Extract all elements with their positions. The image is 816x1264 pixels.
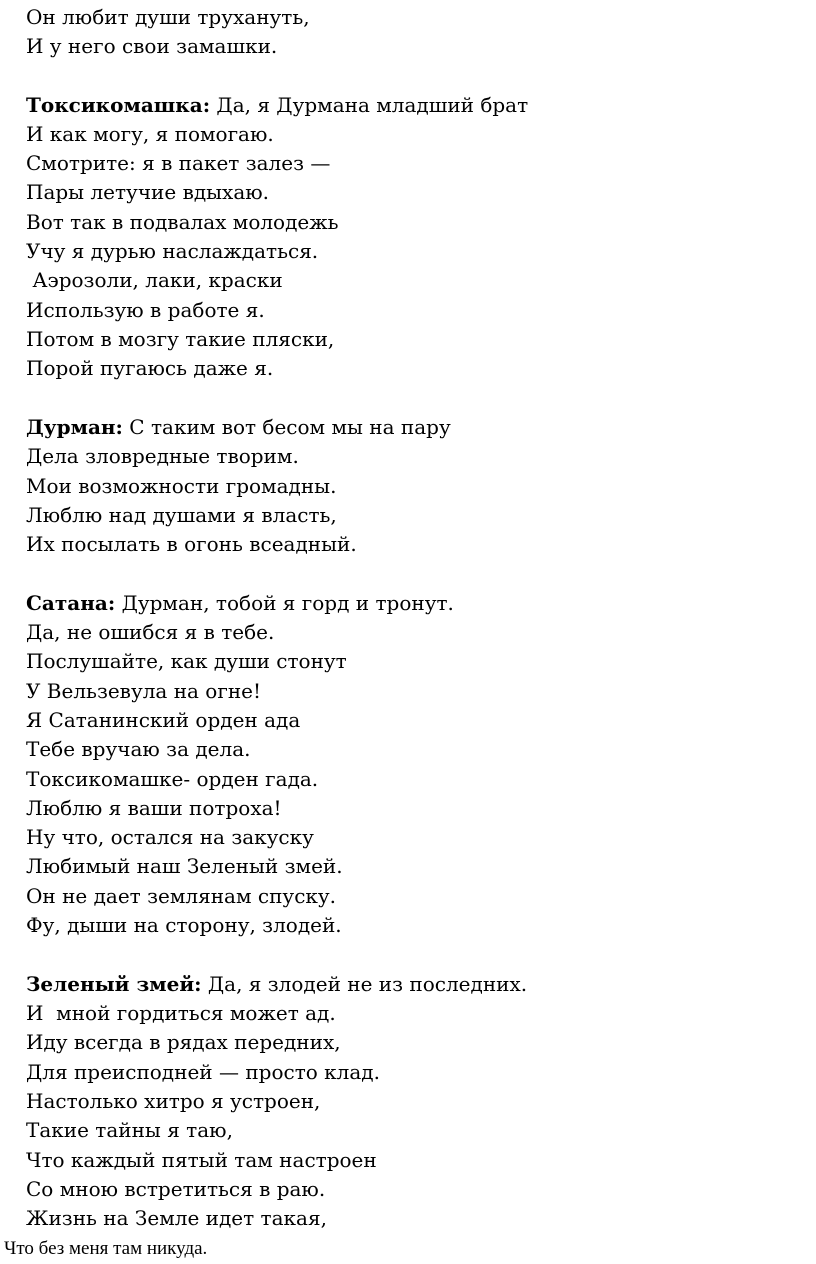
verse-line: Иду всегда в рядах передних, [26,1030,341,1054]
verse-line-final: Что без меня там никуда. [4,1238,208,1259]
verse-line: Жизнь на Земле идет такая, [26,1206,327,1230]
verse-line: Их посылать в огонь всеадный. [26,532,357,556]
verse-line: Любимый наш Зеленый змей. [26,854,343,878]
verse-line: Ну что, остался на закуску [26,825,314,849]
speaker-line [26,91,528,120]
speaker-name: Сатана: [26,591,116,615]
verse-line: Да, не ошибся я в тебе. [26,620,275,644]
speaker-line [26,589,454,618]
verse-text: С таким вот бесом мы на пару [122,415,451,439]
verse-line: Тебе вручаю за дела. [26,737,251,761]
verse-line: Вот так в подвалах молодежь [26,210,339,234]
verse-text: Да, я Дурмана младший брат [210,93,529,117]
verse-line: Потом в мозгу такие пляски, [26,327,335,351]
verse-line: Он не дает землянам спуску. [26,884,337,908]
verse-line: Аэрозоли, лаки, краски [26,268,283,292]
verse-line: И как могу, я помогаю. [26,122,274,146]
verse-line: Я Сатанинский орден ада [26,708,301,732]
verse-line: Настолько хитро я устроен, [26,1089,321,1113]
verse-line: Использую в работе я. [26,298,265,322]
verse-line: Люблю я ваши потроха! [26,796,282,820]
verse-line: У Вельзевула на огне! [26,679,262,703]
verse-line: Пары летучие вдыхаю. [26,180,270,204]
verse-text: Да, я злодей не из последних. [201,972,528,996]
verse-line: Токсикомашке- орден гада. [26,767,319,791]
verse-line: Такие тайны я таю, [26,1118,233,1142]
speaker-line [26,413,451,442]
verse-line: Фу, дыши на сторону, злодей. [26,913,342,937]
verse-line: И у него свои замашки. [26,34,278,58]
speaker-name: Токсикомашка: [26,93,211,117]
verse-line: Со мною встретиться в раю. [26,1177,326,1201]
speaker-line [26,970,527,999]
speaker-name: Дурман: [26,415,123,439]
verse-line: Учу я дурью наслаждаться. [26,239,319,263]
verse-text: Дурман, тобой я горд и тронут. [115,591,454,615]
verse-line: Послушайте, как души стонут [26,649,347,673]
verse-line: Смотрите: я в пакет залез — [26,151,331,175]
verse-line: Люблю над душами я власть, [26,503,337,527]
verse-line: Дела зловредные творим. [26,444,299,468]
verse-line: Что каждый пятый там настроен [26,1148,377,1172]
verse-line: Он любит души трухануть, [26,5,310,29]
verse-line: Мои возможности громадны. [26,474,337,498]
verse-line: Порой пугаюсь даже я. [26,356,274,380]
verse-line: И мной гордиться может ад. [26,1001,336,1025]
speaker-name: Зеленый змей: [26,972,202,996]
verse-line: Для преисподней — просто клад. [26,1060,380,1084]
